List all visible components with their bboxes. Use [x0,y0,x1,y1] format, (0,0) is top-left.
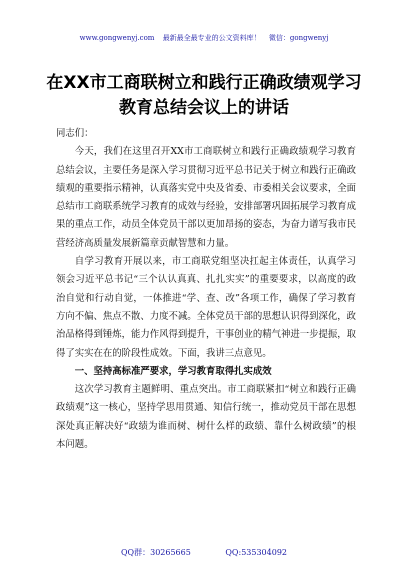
section-heading-1: 一、坚持高标准严要求，学习教育取得扎实成效 [74,365,272,377]
site-slogan: 最新最全最专业的公文资料库！ [162,34,261,42]
site-footer [0,548,408,558]
wechat-id: 微信：gongwenyj [268,34,329,42]
paragraph-summary: 自学习教育开展以来，市工商联党组坚决扛起主体责任，认真学习领会习近平总书记“三个认认真真、扎扎实实”的重要要求，以高度的政治自觉和行动自觉，一体推进“学、查、改”各项工作，确保了学习教育方向不偏、焦点不散、力度不减。全体党员干部的思想认识得到深化，政治品格得到锤炼，能力作风得到提升，干事创业的精气神进一步提振，取得了实实在在的阶段性成效。下面，我讲三点意见。 [56,256,357,359]
salutation: 同志们： [56,128,94,139]
qq-contact: QQ:535304092 [225,548,287,557]
document-title: 在XX市工商联树立和践行正确政绩观学习教育总结会议上的讲话 [46,73,362,118]
document-body [56,125,356,454]
section-1-paragraph: 这次学习教育主题鲜明、重点突出。市工商联紧扣“树立和践行正确政绩观”这一核心，坚持学思用贯通、知信行统一，推动党员干部在思想深处真正解决好“政绩为谁而树、树什么样的政绩、靠什么树政绩”的根本问题。 [56,384,356,451]
paragraph-opening: 今天，我们在这里召开XX市工商联树立和践行正确政绩观学习教育总结会议，主要任务是深入学习贯彻习近平总书记关于树立和践行正确政绩观的重要指示精神，认真落实党中央及省委、市委相关会议要求，全面总结市工商联系统学习教育的成效与经验，安排部署巩固拓展学习教育成果的重点工作，动员全体党员干部以更加昂扬的姿态，为奋力谱写我市民营经济高质量发展新篇章贡献智慧和力量。 [56,146,357,249]
site-url-link[interactable]: www.gongwenyj.com [79,34,155,42]
site-header [0,34,408,43]
qq-group: QQ群：30265665 [120,548,191,557]
